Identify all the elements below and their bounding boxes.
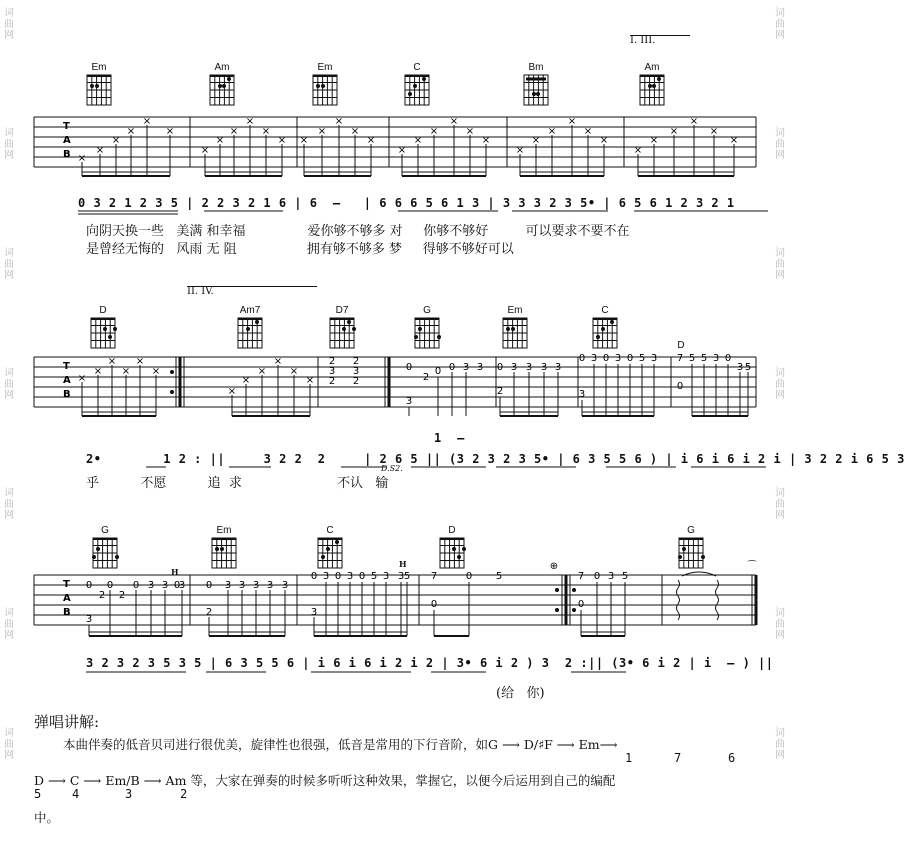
svg-text:×: ×	[215, 135, 225, 146]
chord-grid	[329, 317, 355, 349]
svg-text:×: ×	[449, 116, 459, 127]
svg-text:3: 3	[614, 353, 622, 364]
numbered-notation: 2• 1 2 : || 3 2 2 2 | 2 6 5 || (3 2 3 2 3 5• | 6 3 5 5 6 ) | i 6 i 6 i 2 i | 3 2 2 i 6 5 3	[86, 452, 905, 466]
chord-name: Em	[91, 62, 107, 73]
svg-text:3: 3	[252, 580, 260, 591]
watermark-text: 词曲网	[4, 8, 14, 41]
svg-text:5: 5	[744, 362, 752, 373]
svg-text:×: ×	[429, 126, 439, 137]
svg-text:3: 3	[510, 362, 518, 373]
degree-number: 2	[180, 787, 188, 801]
watermark-text: 词曲网	[775, 128, 785, 161]
svg-text:×: ×	[633, 145, 643, 156]
svg-text:×: ×	[93, 366, 103, 377]
svg-text:×: ×	[245, 116, 255, 127]
section-label: II. IV.	[187, 286, 214, 297]
svg-text:×: ×	[481, 135, 491, 146]
chord-grid	[414, 317, 440, 349]
svg-text:0: 0	[358, 571, 366, 582]
svg-text:2: 2	[422, 372, 430, 383]
svg-text:×: ×	[689, 116, 699, 127]
chord-diagram	[310, 525, 350, 569]
svg-text:0: 0	[106, 580, 114, 591]
harmonic-marker: H	[399, 559, 407, 569]
svg-text:3: 3	[281, 580, 289, 591]
svg-text:×: ×	[289, 366, 299, 377]
chord-name: C	[326, 525, 334, 536]
chord-name: G	[423, 305, 431, 316]
watermark-text: 词曲网	[775, 608, 785, 641]
tab-staff-2	[34, 352, 756, 422]
svg-text:×: ×	[599, 135, 609, 146]
svg-text:0: 0	[430, 599, 438, 610]
svg-text:3: 3	[578, 389, 586, 400]
svg-text:×: ×	[305, 375, 315, 386]
lyric-line-1: 向阴天换一些 美满 和幸福 爱你够不够多 对 你够不够好 可以要求不要不在	[86, 224, 630, 239]
chord-grid	[639, 74, 665, 106]
svg-text:7: 7	[676, 353, 684, 364]
chord-name: Am	[214, 62, 230, 73]
svg-text:B: B	[63, 607, 71, 618]
svg-text:3: 3	[328, 366, 336, 377]
watermark-text: 词曲网	[4, 488, 14, 521]
svg-text:3: 3	[266, 580, 274, 591]
svg-text:×: ×	[77, 153, 87, 164]
notes-line-1: 本曲伴奏的低音贝司进行很优美，旋律性也很强，低音是常用的下行音阶，如G ⟶ D/♯F ⟶ Em⟶	[63, 737, 618, 752]
svg-text:×: ×	[241, 375, 251, 386]
svg-text:×: ×	[317, 126, 327, 137]
svg-text:3: 3	[346, 571, 354, 582]
svg-text:0: 0	[448, 362, 456, 373]
svg-text:×: ×	[567, 116, 577, 127]
chord-diagram	[671, 525, 711, 569]
svg-text:0: 0	[205, 580, 213, 591]
chord-diagram	[322, 305, 362, 349]
svg-text:3: 3	[382, 571, 390, 582]
chord-name: D	[448, 525, 456, 536]
svg-text:×: ×	[261, 126, 271, 137]
watermark-text: 词曲网	[4, 728, 14, 761]
chord-grid	[404, 74, 430, 106]
chord-diagram	[305, 62, 345, 106]
svg-text:0: 0	[310, 571, 318, 582]
svg-text:2: 2	[328, 356, 336, 367]
svg-text:×: ×	[669, 126, 679, 137]
svg-text:×: ×	[273, 356, 283, 367]
svg-text:3: 3	[224, 580, 232, 591]
chord-name: C	[601, 305, 609, 316]
svg-text:5: 5	[370, 571, 378, 582]
svg-text:×: ×	[107, 356, 117, 367]
watermark-text: 词曲网	[4, 608, 14, 641]
chord-grid	[92, 537, 118, 569]
svg-text:0: 0	[593, 571, 601, 582]
svg-text:2: 2	[496, 386, 504, 397]
chord-grid	[211, 537, 237, 569]
svg-text:3: 3	[712, 353, 720, 364]
svg-text:2: 2	[352, 376, 360, 387]
numbered-notation: 0 3 2 1 2 3 5 | 2 2 3 2 1 6 | 6 – | 6 6 6 5 6 1 3 | 3 3 3 2 3 5• | 6 5 6 1 2 3 2 1	[78, 196, 735, 210]
svg-text:A: A	[63, 375, 71, 386]
svg-text:×: ×	[547, 126, 557, 137]
svg-text:3: 3	[736, 362, 744, 373]
chord-grid	[90, 317, 116, 349]
svg-text:0: 0	[676, 381, 684, 392]
svg-text:×: ×	[299, 135, 309, 146]
svg-text:3: 3	[147, 580, 155, 591]
svg-text:2: 2	[118, 590, 126, 601]
svg-text:×: ×	[649, 135, 659, 146]
chord-diagram	[407, 305, 447, 349]
svg-text:7: 7	[430, 571, 438, 582]
chord-name: D7	[335, 305, 349, 316]
svg-text:T: T	[63, 361, 70, 372]
watermark-text: 词曲网	[775, 488, 785, 521]
coda-mark: ⊕	[549, 561, 559, 572]
watermark-text: 词曲网	[4, 248, 14, 281]
svg-text:3: 3	[476, 362, 484, 373]
chord-name: Em	[216, 525, 232, 536]
notes-line-2: D ⟶ C ⟶ Em/B ⟶ Am 等，大家在弹奏的时候多听听这种效果，掌握它，以便今后运用到自己的编配	[34, 773, 616, 788]
watermark-text: 词曲网	[775, 248, 785, 281]
ds-marker: D.S2.	[381, 464, 403, 473]
svg-text:5: 5	[700, 353, 708, 364]
lyric-line-2: 是曾经无悔的 风雨 无 阻 拥有够不够多 梦 得够不够好可以	[86, 242, 514, 257]
section-label: I. III.	[630, 35, 656, 46]
svg-text:5: 5	[621, 571, 629, 582]
chord-name: Am7	[239, 305, 261, 316]
tab-staff-1	[34, 112, 756, 182]
svg-text:0: 0	[577, 599, 585, 610]
svg-text:5: 5	[688, 353, 696, 364]
chord-diagram	[397, 62, 437, 106]
chord-diagram	[204, 525, 244, 569]
svg-text:×: ×	[95, 145, 105, 156]
watermark-text: 词曲网	[775, 728, 785, 761]
svg-text:3: 3	[650, 353, 658, 364]
svg-text:5: 5	[403, 571, 411, 582]
svg-text:0: 0	[434, 366, 442, 377]
svg-text:3: 3	[85, 614, 93, 625]
underline-beams	[78, 210, 778, 216]
svg-text:×: ×	[142, 116, 152, 127]
chord-diagram	[632, 62, 672, 106]
chord-grid	[439, 537, 465, 569]
svg-text:×: ×	[165, 126, 175, 137]
svg-text:3: 3	[397, 571, 405, 582]
svg-text:0: 0	[173, 580, 181, 591]
degree-number: 3	[125, 787, 133, 801]
svg-text:3: 3	[352, 366, 360, 377]
chord-diagram	[516, 62, 556, 106]
notes-heading: 弹唱讲解:	[34, 713, 100, 731]
chord-name: Em	[507, 305, 523, 316]
svg-text:A: A	[63, 135, 71, 146]
chord-diagram	[85, 525, 125, 569]
svg-text:0: 0	[496, 362, 504, 373]
chord-name: C	[413, 62, 421, 73]
svg-text:B: B	[63, 389, 71, 400]
svg-text:×: ×	[111, 135, 121, 146]
svg-text:×: ×	[227, 386, 237, 397]
degree-number: 5	[34, 787, 42, 801]
svg-text:3: 3	[322, 571, 330, 582]
svg-text:3: 3	[540, 362, 548, 373]
svg-text:×: ×	[121, 366, 131, 377]
fermata-mark: ⌒	[747, 561, 757, 572]
svg-text:×: ×	[126, 126, 136, 137]
chord-name-only	[661, 340, 701, 351]
svg-text:×: ×	[350, 126, 360, 137]
svg-text:0: 0	[405, 362, 413, 373]
svg-text:×: ×	[397, 145, 407, 156]
svg-text:×: ×	[729, 135, 739, 146]
svg-text:×: ×	[583, 126, 593, 137]
svg-text:3: 3	[310, 607, 318, 618]
svg-text:T: T	[63, 121, 70, 132]
svg-text:3: 3	[238, 580, 246, 591]
svg-text:0: 0	[602, 353, 610, 364]
svg-text:×: ×	[77, 373, 87, 384]
degree-number: 1	[625, 751, 633, 765]
svg-text:×: ×	[257, 366, 267, 377]
svg-text:3: 3	[607, 571, 615, 582]
watermark-text: 词曲网	[4, 368, 14, 401]
degree-number: 6	[728, 751, 736, 765]
svg-text:3: 3	[178, 580, 186, 591]
svg-text:3: 3	[161, 580, 169, 591]
chord-grid	[502, 317, 528, 349]
chord-grid	[86, 74, 112, 106]
chord-grid	[317, 537, 343, 569]
svg-text:3: 3	[590, 353, 598, 364]
svg-text:×: ×	[151, 366, 161, 377]
chord-name: Bm	[528, 62, 544, 73]
svg-text:5: 5	[495, 571, 503, 582]
svg-text:0: 0	[132, 580, 140, 591]
svg-text:×: ×	[200, 145, 210, 156]
svg-text:T: T	[63, 579, 70, 590]
chord-grid	[209, 74, 235, 106]
watermark-text: 词曲网	[4, 128, 14, 161]
svg-text:×: ×	[277, 135, 287, 146]
chord-grid	[592, 317, 618, 349]
numbered-notation-top: 1 –	[434, 431, 465, 445]
watermark-text: 词曲网	[775, 8, 785, 41]
chord-name: G	[687, 525, 695, 536]
numbered-notation: 3 2 3 2 3 5 3 5 | 6 3 5 5 6 | i 6 i 6 i 2 i 2 | 3• 6 i 2 ) 3 2 :|| (3• 6 i 2 | i – ) ||	[86, 656, 774, 670]
chord-diagram	[79, 62, 119, 106]
notes-line-3: 中。	[34, 810, 60, 825]
svg-text:0: 0	[724, 353, 732, 364]
chord-grid	[312, 74, 338, 106]
svg-text:0: 0	[85, 580, 93, 591]
svg-text:3: 3	[462, 362, 470, 373]
svg-text:×: ×	[515, 145, 525, 156]
svg-text:×: ×	[709, 126, 719, 137]
lyric-line-1: 乎 不愿 追 求 不认 输	[86, 476, 389, 491]
svg-text:0: 0	[626, 353, 634, 364]
section-marker-2-4	[187, 286, 214, 297]
chord-grid	[678, 537, 704, 569]
chord-name: D	[677, 340, 685, 351]
chord-diagram	[585, 305, 625, 349]
svg-text:×: ×	[229, 126, 239, 137]
harmonic-marker: H	[171, 567, 179, 577]
chord-name: Em	[317, 62, 333, 73]
svg-text:0: 0	[334, 571, 342, 582]
svg-text:×: ×	[366, 135, 376, 146]
section-marker-1-3	[630, 35, 655, 46]
svg-text:×: ×	[465, 126, 475, 137]
chord-diagram	[230, 305, 270, 349]
watermark-text: 词曲网	[775, 368, 785, 401]
chord-diagram	[202, 62, 242, 106]
degree-number: 7	[674, 751, 682, 765]
svg-text:B: B	[63, 149, 71, 160]
svg-text:5: 5	[638, 353, 646, 364]
chord-diagram	[432, 525, 472, 569]
svg-text:0: 0	[578, 353, 586, 364]
svg-text:3: 3	[405, 396, 413, 407]
underline-beams	[86, 671, 776, 677]
chord-diagram	[495, 305, 535, 349]
chord-diagram	[83, 305, 123, 349]
chord-name: G	[101, 525, 109, 536]
svg-text:A: A	[63, 593, 71, 604]
svg-text:7: 7	[577, 571, 585, 582]
svg-text:×: ×	[135, 356, 145, 367]
svg-text:2: 2	[352, 356, 360, 367]
chord-name: Am	[644, 62, 660, 73]
chord-grid	[237, 317, 263, 349]
svg-text:3: 3	[525, 362, 533, 373]
svg-text:2: 2	[328, 376, 336, 387]
svg-text:2: 2	[205, 607, 213, 618]
svg-text:×: ×	[413, 135, 423, 146]
degree-number: 4	[72, 787, 80, 801]
chord-name: D	[99, 305, 107, 316]
svg-text:2: 2	[98, 590, 106, 601]
svg-text:0: 0	[465, 571, 473, 582]
svg-text:×: ×	[531, 135, 541, 146]
tab-staff-3	[34, 561, 757, 642]
svg-text:×: ×	[334, 116, 344, 127]
chord-grid	[523, 74, 549, 106]
lyric-line-1: (给 你)	[496, 686, 545, 701]
svg-text:3: 3	[554, 362, 562, 373]
